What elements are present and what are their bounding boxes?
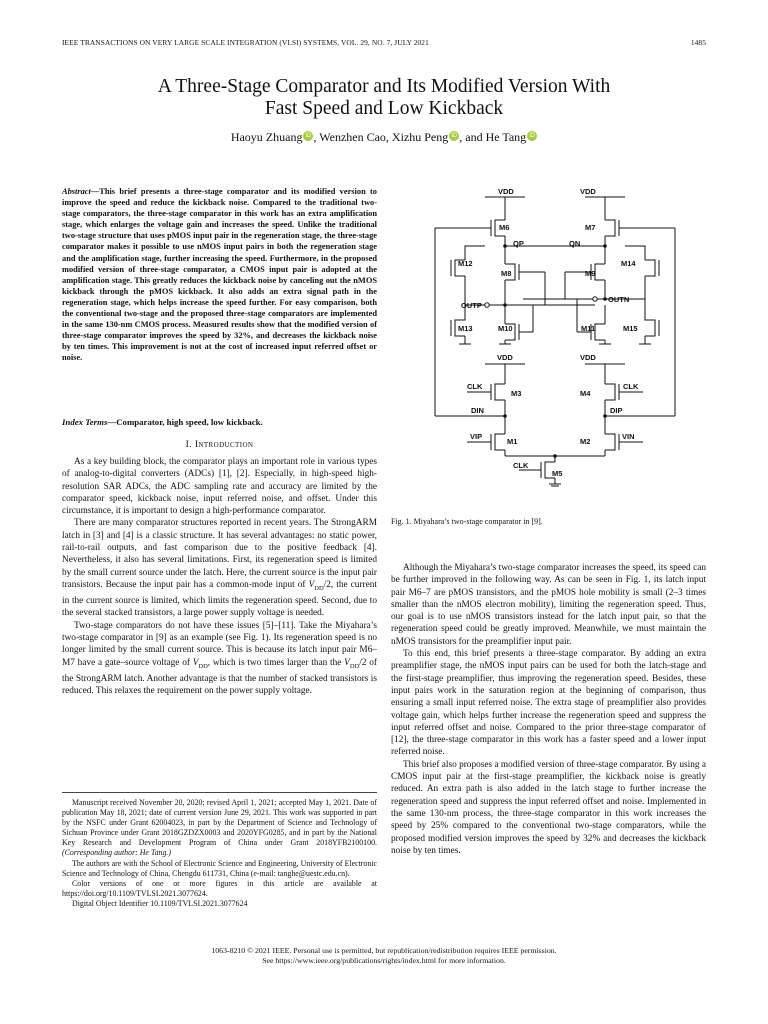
m14-label: M14 — [621, 259, 636, 268]
copyright-notice — [62, 946, 706, 967]
copyright-line: 1063-8210 © 2021 IEEE. Personal use is permitted, but republication/redistribution requires IEEE permission. — [211, 946, 557, 955]
footnote-paragraph: The authors are with the School of Electronic Science and Engineering, University of Electronic Science and Technology of China, Chengdu 611731, China (e-mail: tanghe@uestc.edu.cn). — [62, 858, 377, 878]
m15-label: M15 — [623, 324, 638, 333]
footnote-paragraph: Color versions of one or more figures in this article are available at https://doi.org/10.1109/TVLSI.2021.3077624. — [62, 878, 377, 898]
footnote-divider — [62, 792, 377, 793]
vdd-label: VDD — [580, 187, 596, 196]
vdd-label: VDD — [580, 353, 596, 362]
qn-label: QN — [569, 239, 581, 248]
abstract — [62, 186, 377, 364]
din-label: DIN — [471, 406, 484, 415]
m7-label: M7 — [585, 223, 596, 232]
index-terms-text: Comparator, high speed, low kickback. — [116, 417, 263, 427]
figure-caption: Fig. 1. Miyahara’s two-stage comparator in [9]. — [391, 517, 543, 526]
orcid-icon[interactable]: iD — [449, 131, 459, 141]
title-line-1: A Three-Stage Comparator and Its Modified Version With — [157, 76, 611, 97]
orcid-icon[interactable]: iD — [527, 131, 537, 141]
abstract-text: This brief presents a three-stage comparator and its modified version to improve the speed and reduce the kickback noise. Compared to the traditional two-stage comparators, the three-stage comparator in this work has an extra amplification stage, which enlarges the voltage gain and increases the speed. Unlike the traditional two-stage structure that uses pMOS input pair in the regeneration stage, the three-stage comparator makes it possible to use nMOS input pairs in both the regeneration stage and the amplification stage, further increasing the speed. Furthermore, in the proposed modified version of three-stage comparator, a CMOS input pair is adopted at the amplification stage. This greatly reduces the kickback noise by canceling out the nMOS kickback through the pMOS kickback. It also adds an extra signal path in the regeneration stage, which helps increase the speed further. For easy comparison, both the conventional two-stage and the proposed three-stage comparators are implemented in the same 130-nm CMOS process. Measured results show that the modified version of three-stage comparator improves the speed by 32%, and decreases the kickback noise by ten times. This improvement is not at the cost of increased input referred offset or noise. — [62, 187, 377, 363]
m2-label: M2 — [580, 437, 591, 446]
m8-label: M8 — [501, 269, 512, 278]
section-heading: I. Introduction — [185, 439, 254, 450]
m13-label: M13 — [458, 324, 473, 333]
index-terms-lead: Index Terms— — [62, 417, 117, 427]
m5-label: M5 — [552, 469, 563, 478]
vin-label: VIN — [622, 432, 635, 441]
vdd-label: VDD — [497, 353, 513, 362]
paragraph: Although the Miyahara’s two-stage comparator increases the speed, its speed can be further improved in the following way. As can be seen in Fig. 1, its latch input pair M6–7 are pMOS transistors, and the pMOS hole mobility is small (2–3 times smaller than the nMOS electron mobility), limiting the regeneration speed. Thus, our goal is to use nMOS transistors instead for the latch input pair, so that the regeneration speed could be greatly improved. Meanwhile, we must maintain the nMOS transistors for the preamplifier input pair. — [391, 563, 706, 647]
paragraph: Two-stage comparators do not have these issues [5]–[11]. Take the Miyahara’s two-stage comparator in [9] as an example (see Fig. 1). Its regeneration speed is no longer limited by the small current source. This is because its latch input pair M6–M7 have a gate–source voltage of $V_{DD}$, which is two times larger than the $V_{DD}/2$ of the StrongARM latch. Another advantage is that the number of stacked transistors is reduced. This relaxes the requirement on the power supply voltage. — [62, 620, 377, 697]
outn-label: OUTN — [608, 295, 630, 304]
copyright-link[interactable]: See https://www.ieee.org/publications/rights/index.html for more information. — [262, 956, 506, 966]
title-line-2: Fast Speed and Low Kickback — [264, 98, 504, 119]
clk-label: CLK — [467, 382, 483, 391]
m3-label: M3 — [511, 389, 522, 398]
footnote-paragraph: Digital Object Identifier 10.1109/TVLSI.2021.3077624 — [72, 898, 248, 908]
qp-label: QP — [513, 239, 524, 248]
author-name: Haoyu Zhuang — [230, 130, 303, 144]
clk-label: CLK — [513, 461, 529, 470]
footnote-paragraph: Manuscript received November 20, 2020; revised April 1, 2021; accepted May 1, 2021. Date of publication May 18, 2021; date of current version June 29, 2021. This work was supported in part by the NSFC under Grant 62004023, in part by the Department of Science and Technology of Sichuan Province under Grant 2018GZDZX0003 and 2020YFG0285, and in part by the National Key Research and Development Program of China under Grant 2018YFB2100100. (Corresponding author: He Tang.) — [62, 798, 377, 858]
m10-label: M10 — [498, 324, 513, 333]
outp-label: OUTP — [461, 301, 482, 310]
running-header: IEEE TRANSACTIONS ON VERY LARGE SCALE INTEGRATION (VLSI) SYSTEMS, VOL. 29, NO. 7, JULY 2021 — [62, 38, 429, 47]
m12-label: M12 — [458, 259, 473, 268]
vip-label: VIP — [470, 432, 483, 441]
m6-label: M6 — [499, 223, 510, 232]
page-number: 1485 — [690, 38, 706, 47]
dip-label: DIP — [610, 406, 623, 415]
author-list — [62, 130, 706, 145]
clk-label: CLK — [623, 382, 639, 391]
paragraph: To this end, this brief presents a three-stage comparator. By adding an extra preamplifier stage, the nMOS input pairs can be used for both the latch-stage and the first-stage preamplifier, thus improving the regeneration speed. Besides, these input pairs work in the saturation region at the beginning of comparison, thus ensuring a small input referred noise. The extra stage of preamplifier also provides voltage gain, which helps further increase the regeneration speed and suppress the input referred offset and noise. Compared to the prior three-stage comparator of [12], the three-stage comparator in this work has a faster speed and a lower input referred noise. — [391, 649, 706, 758]
paragraph: As a key building block, the comparator plays an important role in various types of analog-to-digital converters (ADCs) [1], [2]. Especially, in high-speed high-resolution SAR ADCs, the ADC sampling rate and accuracy are limited by the comparator speed, kickback noise, input referred noise, and offset. Under this circumstance, it is important to design a high-performance comparator. — [62, 457, 377, 517]
paragraph: There are many comparator structures reported in recent years. The StrongARM latch in [3] and [4] is a classic structure. It has several advantages: no static power, rail-to-rail outputs, and fast comparison due to the positive feedback [4]. Nevertheless, it also has several limitations. First, its regeneration speed is limited by the small current source under the latch. Here, the current source is the input pair transistors. Because the input pair has a common-mode input of $V_{DD}/2$, the current in the current source is limited, which limits the regeneration speed. Second, due to the several stacked transistors, a large power supply voltage is needed. — [62, 518, 378, 619]
m1-label: M1 — [507, 437, 518, 446]
m4-label: M4 — [580, 389, 591, 398]
m11-label: M11 — [581, 324, 596, 333]
orcid-icon[interactable]: iD — [303, 131, 313, 141]
paper-title — [62, 76, 706, 120]
abstract-lead: Abstract— — [62, 187, 100, 196]
author-names: , Wenzhen Cao, Xizhu Peng — [313, 130, 449, 144]
author-name: , and He Tang — [459, 130, 527, 144]
paragraph: This brief also proposes a modified version of three-stage comparator. By using a CMOS input pair at the first-stage preamplifier, the kickback noise is greatly reduced. An extra path is also added in the latch stage to further increase the regeneration speed and suppress the input referred offset and noise. Implemented in the same 130-nm process, the three-stage comparator in this work increases the speed by 25% compared to the conventional two-stage comparators, while the proposed modified version improves the speed by 32% and decreases the kickback noise by ten times. — [391, 759, 706, 856]
circuit-schematic — [425, 184, 690, 489]
right-column-body — [391, 562, 706, 857]
vdd-label: VDD — [498, 187, 514, 196]
m9-label: M9 — [585, 269, 596, 278]
left-column-body — [62, 456, 377, 697]
index-terms — [62, 416, 377, 428]
footnote — [62, 798, 377, 909]
